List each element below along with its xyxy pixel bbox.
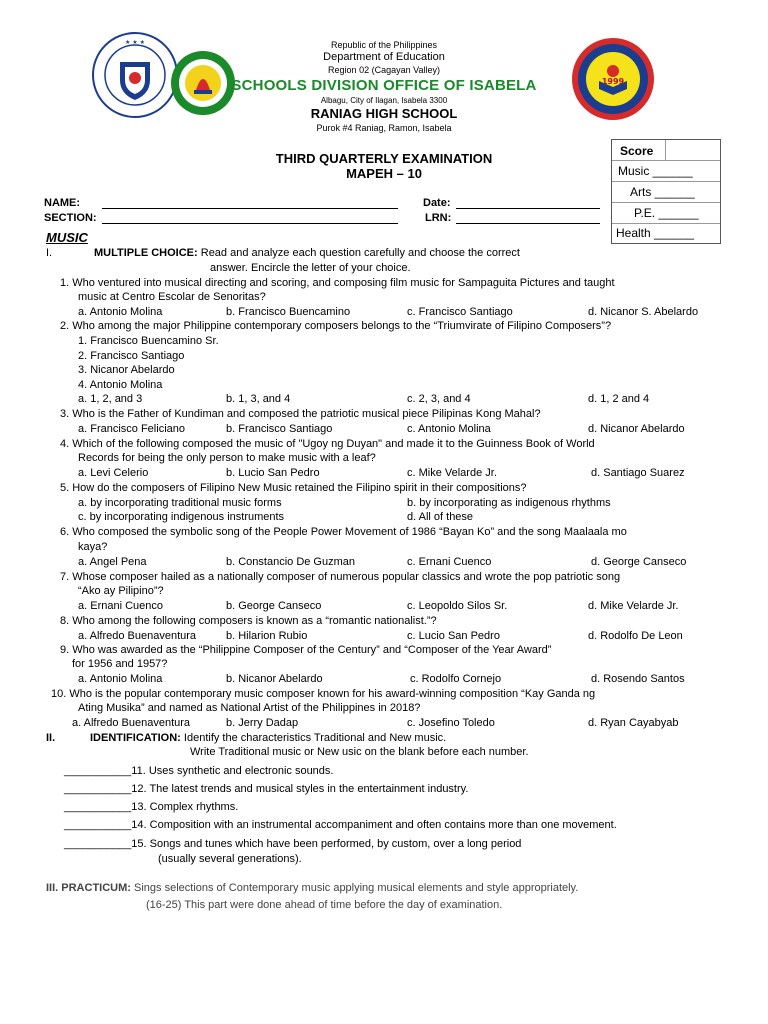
deped-seal-logo xyxy=(92,32,178,118)
part2-instruction: IDENTIFICATION: Identify the characteristics Traditional and New music. xyxy=(90,732,447,744)
q2-item-2: 2. Francisco Santiago xyxy=(78,350,185,362)
q8-option-a[interactable]: a. Alfredo Buenaventura xyxy=(78,630,197,642)
lrn-field[interactable] xyxy=(456,213,600,224)
q10-option-d[interactable]: d. Ryan Cayabyab xyxy=(588,717,679,729)
exam-subject: MAPEH – 10 xyxy=(346,166,422,181)
part3-practicum-note: (16-25) This part were done ahead of time before the day of examination. xyxy=(146,899,503,911)
q8-option-c[interactable]: c. Lucio San Pedro xyxy=(407,630,500,642)
question-10: 10. Who is the popular contemporary music composer known for his award-winning composition “Kay Ganda ng xyxy=(51,688,596,700)
score-header-row xyxy=(612,140,720,161)
score-row-music: Music ______ xyxy=(612,161,720,182)
q5-option-b[interactable]: b. by incorporating as indigenous rhythms xyxy=(407,497,611,509)
svg-text:★ ★ ★: ★ ★ ★ xyxy=(125,39,145,46)
score-box xyxy=(611,139,721,244)
q8-option-d[interactable]: d. Rodolfo De Leon xyxy=(588,630,683,642)
part1-instruction: MULTIPLE CHOICE: Read and analyze each question carefully and choose the correct xyxy=(94,247,520,259)
part1-instruction-2: answer. Encircle the letter of your choice. xyxy=(210,262,411,274)
q2-option-b[interactable]: b. 1, 3, and 4 xyxy=(226,393,291,405)
q7-option-b[interactable]: b. George Canseco xyxy=(226,600,322,612)
q1-option-c[interactable]: c. Francisco Santiago xyxy=(407,306,513,318)
school-name: RANIAG HIGH SCHOOL xyxy=(310,106,458,121)
q4-option-a[interactable]: a. Levi Celerio xyxy=(78,467,149,479)
question-6-cont: kaya? xyxy=(78,541,108,553)
part3-practicum: III. PRACTICUM: Sings selections of Contemporary music applying musical elements and style appropriately. xyxy=(46,882,579,894)
raniag-school-seal-logo xyxy=(571,37,655,121)
q1-option-a[interactable]: a. Antonio Molina xyxy=(78,306,163,318)
part2-number: II. xyxy=(46,732,56,744)
identification-item-11[interactable]: ___________11. Uses synthetic and electronic sounds. xyxy=(64,765,334,777)
q9-option-c[interactable]: c. Rodolfo Cornejo xyxy=(410,673,502,685)
score-row-pe: P.E. ______ xyxy=(612,203,720,224)
identification-item-14[interactable]: ___________14. Composition with an instrumental accompaniment and often contains more than one movement. xyxy=(64,819,617,831)
section-field[interactable] xyxy=(102,213,398,224)
q2-item-1: 1. Francisco Buencamino Sr. xyxy=(78,335,219,347)
name-label: NAME: xyxy=(44,197,81,209)
q6-option-a[interactable]: a. Angel Pena xyxy=(78,556,147,568)
q3-option-c[interactable]: c. Antonio Molina xyxy=(407,423,491,435)
section-label: SECTION: xyxy=(44,212,97,224)
question-2: 2. Who among the major Philippine contemporary composers belongs to the “Triumvirate of Filipino Composers”? xyxy=(60,320,612,332)
q2-item-4: 4. Antonio Molina xyxy=(78,379,163,391)
division-address: Albagu, City of Ilagan, Isabela 3300 xyxy=(320,96,448,105)
question-9-cont: for 1956 and 1957? xyxy=(72,658,168,670)
q9-option-a[interactable]: a. Antonio Molina xyxy=(78,673,163,685)
q3-option-a[interactable]: a. Francisco Feliciano xyxy=(78,423,185,435)
question-7: 7. Whose composer hailed as a nationally composer of numerous popular classics and wrote the pop patriotic song xyxy=(60,571,621,583)
q1-option-d[interactable]: d. Nicanor S. Abelardo xyxy=(588,306,699,318)
department-line: Department of Education xyxy=(323,51,445,63)
question-3: 3. Who is the Father of Kundiman and composed the patriotic musical piece Pilipinas Kong Mahal? xyxy=(60,408,541,420)
school-address: Purok #4 Raniag, Ramon, Isabela xyxy=(316,123,452,133)
q4-option-b[interactable]: b. Lucio San Pedro xyxy=(226,467,320,479)
division-name: SCHOOLS DIVISION OFFICE OF ISABELA xyxy=(231,77,537,94)
q10-option-b[interactable]: b. Jerry Dadap xyxy=(226,717,299,729)
date-label: Date: xyxy=(423,197,451,209)
q6-option-d[interactable]: d. George Canseco xyxy=(591,556,687,568)
q5-option-a[interactable]: a. by incorporating traditional music forms xyxy=(78,497,282,509)
identification-item-12[interactable]: ___________12. The latest trends and musical styles in the entertainment industry. xyxy=(64,783,469,795)
q4-option-c[interactable]: c. Mike Velarde Jr. xyxy=(407,467,497,479)
q10-option-c[interactable]: c. Josefino Toledo xyxy=(407,717,495,729)
q9-option-d[interactable]: d. Rosendo Santos xyxy=(591,673,685,685)
part2-instruction-2: Write Traditional music or New usic on the blank before each number. xyxy=(190,746,529,758)
q5-option-d[interactable]: d. All of these xyxy=(407,511,474,523)
q5-option-c[interactable]: c. by incorporating indigenous instruments xyxy=(78,511,285,523)
q6-option-b[interactable]: b. Constancio De Guzman xyxy=(226,556,356,568)
music-heading: MUSIC xyxy=(46,230,88,245)
q8-option-b[interactable]: b. Hilarion Rubio xyxy=(226,630,308,642)
question-6: 6. Who composed the symbolic song of the People Power Movement of 1986 “Bayan Ko” and the song Maalaala mo xyxy=(60,526,627,538)
q7-option-c[interactable]: c. Leopoldo Silos Sr. xyxy=(407,600,508,612)
q6-option-c[interactable]: c. Ernani Cuenco xyxy=(407,556,492,568)
identification-item-15-cont: (usually several generations). xyxy=(158,853,302,865)
q10-option-a[interactable]: a. Alfredo Buenaventura xyxy=(72,717,191,729)
question-9: 9. Who was awarded as the “Philippine Composer of the Century” and “Composer of the Year Award” xyxy=(60,644,552,656)
part1-number: I. xyxy=(46,247,53,259)
lrn-label: LRN: xyxy=(425,212,452,224)
q2-item-3: 3. Nicanor Abelardo xyxy=(78,364,175,376)
q7-option-a[interactable]: a. Ernani Cuenco xyxy=(78,600,163,612)
score-row-health: Health ______ xyxy=(616,226,695,240)
seal-year: 1999 xyxy=(601,77,625,86)
q9-option-b[interactable]: b. Nicanor Abelardo xyxy=(226,673,323,685)
question-1: 1. Who ventured into musical directing and scoring, and composing film music for Sampaguita Pictures and taught xyxy=(60,277,615,289)
question-5: 5. How do the composers of Filipino New Music retained the Filipino spirit in their compositions? xyxy=(60,482,527,494)
q2-option-d[interactable]: d. 1, 2 and 4 xyxy=(588,393,650,405)
region-line: Region 02 (Cagayan Valley) xyxy=(328,65,440,75)
q3-option-b[interactable]: b. Francisco Santiago xyxy=(226,423,333,435)
identification-item-15[interactable]: ___________15. Songs and tunes which have been performed, by custom, over a long period xyxy=(64,838,522,850)
question-8: 8. Who among the following composers is known as a “romantic nationalist.”? xyxy=(60,615,437,627)
name-field[interactable] xyxy=(102,198,398,209)
q3-option-d[interactable]: d. Nicanor Abelardo xyxy=(588,423,685,435)
republic-line: Republic of the Philippines xyxy=(330,40,438,50)
score-row-arts: Arts ______ xyxy=(612,182,720,203)
exam-title: THIRD QUARTERLY EXAMINATION xyxy=(275,151,493,166)
q7-option-d[interactable]: d. Mike Velarde Jr. xyxy=(588,600,679,612)
score-header: Score xyxy=(620,144,654,158)
date-field[interactable] xyxy=(456,198,600,209)
q4-option-d[interactable]: d. Santiago Suarez xyxy=(591,467,685,479)
q1-option-b[interactable]: b. Francisco Buencamino xyxy=(226,306,351,318)
q2-option-c[interactable]: c. 2, 3, and 4 xyxy=(407,393,471,405)
question-4-cont: Records for being the only person to make music with a leaf? xyxy=(78,452,376,464)
question-10-cont: Ating Musika” and named as National Artist of the Philippines in 2018? xyxy=(78,702,421,714)
identification-item-13[interactable]: ___________13. Complex rhythms. xyxy=(64,801,239,813)
q2-option-a[interactable]: a. 1, 2, and 3 xyxy=(78,393,143,405)
question-7-cont: “Ako ay Pilipino”? xyxy=(78,585,164,597)
question-4: 4. Which of the following composed the music of "Ugoy ng Duyan" and made it to the Guinness Book of World xyxy=(60,438,595,450)
question-1-cont: music at Centro Escolar de Senoritas? xyxy=(78,291,266,303)
